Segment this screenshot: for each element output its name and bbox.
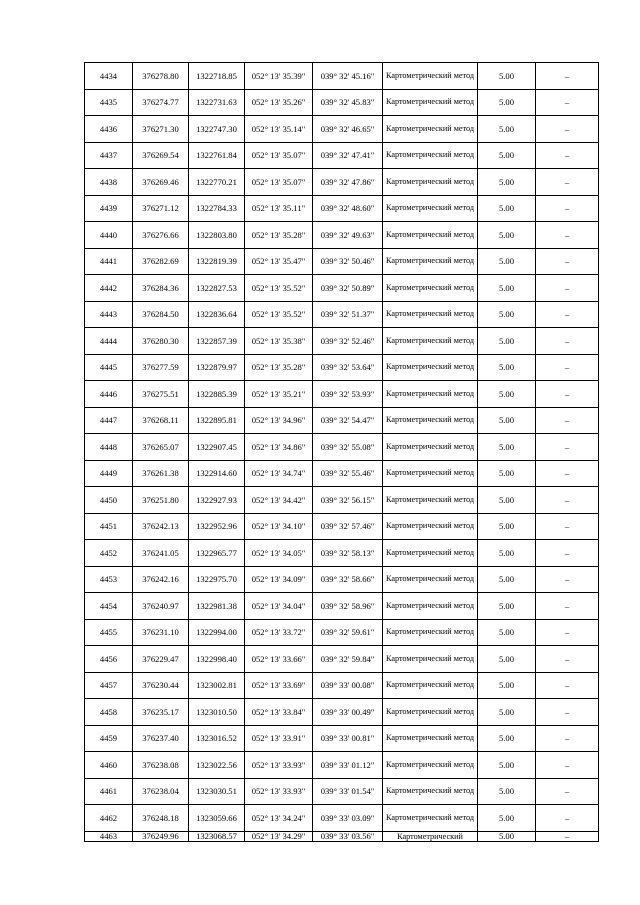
table-row: [85, 434, 599, 461]
point-number-cell: 4452: [85, 540, 133, 567]
precision-cell: 5.00: [478, 195, 536, 222]
y-coordinate-cell: 1323030.51: [189, 778, 245, 805]
table-row: [85, 619, 599, 646]
note-cell: –: [536, 566, 599, 593]
latitude-cell: 052° 13' 33.72": [245, 619, 313, 646]
latitude-cell: 052° 13' 33.84": [245, 699, 313, 726]
note-cell: –: [536, 89, 599, 116]
y-coordinate-cell: 1323068.57: [189, 831, 245, 841]
note-cell: –: [536, 275, 599, 302]
method-cell: Картометрический метод: [383, 195, 478, 222]
note-cell: –: [536, 487, 599, 514]
table-row: [85, 275, 599, 302]
table-row: [85, 593, 599, 620]
precision-cell: 5.00: [478, 381, 536, 408]
document-page: [84, 62, 598, 842]
note-cell: –: [536, 248, 599, 275]
method-cell: Картометрический метод: [383, 699, 478, 726]
latitude-cell: 052° 13' 35.21": [245, 381, 313, 408]
table-row: [85, 513, 599, 540]
method-cell: Картометрический метод: [383, 407, 478, 434]
x-coordinate-cell: 376238.08: [133, 752, 189, 779]
table-row: [85, 460, 599, 487]
table-row: [85, 301, 599, 328]
point-number-cell: 4446: [85, 381, 133, 408]
x-coordinate-cell: 376275.51: [133, 381, 189, 408]
precision-cell: 5.00: [478, 434, 536, 461]
y-coordinate-cell: 1322885.39: [189, 381, 245, 408]
method-cell: Картометрический метод: [383, 248, 478, 275]
precision-cell: 5.00: [478, 301, 536, 328]
x-coordinate-cell: 376242.13: [133, 513, 189, 540]
point-number-cell: 4447: [85, 407, 133, 434]
y-coordinate-cell: 1322761.84: [189, 142, 245, 169]
latitude-cell: 052° 13' 35.07": [245, 169, 313, 196]
method-cell: Картометрический метод: [383, 566, 478, 593]
method-cell: Картометрический метод: [383, 752, 478, 779]
method-cell: Картометрический метод: [383, 434, 478, 461]
note-cell: –: [536, 460, 599, 487]
y-coordinate-cell: 1322718.85: [189, 63, 245, 90]
point-number-cell: 4462: [85, 805, 133, 832]
note-cell: –: [536, 195, 599, 222]
x-coordinate-cell: 376277.59: [133, 354, 189, 381]
x-coordinate-cell: 376284.36: [133, 275, 189, 302]
latitude-cell: 052° 13' 34.09": [245, 566, 313, 593]
point-number-cell: 4444: [85, 328, 133, 355]
note-cell: –: [536, 513, 599, 540]
method-cell: Картометрический метод: [383, 89, 478, 116]
method-cell: Картометрический метод: [383, 328, 478, 355]
precision-cell: 5.00: [478, 699, 536, 726]
longitude-cell: 039° 32' 49.63": [313, 222, 383, 249]
latitude-cell: 052° 13' 35.28": [245, 222, 313, 249]
longitude-cell: 039° 32' 59.61": [313, 619, 383, 646]
method-cell: Картометрический метод: [383, 169, 478, 196]
y-coordinate-cell: 1323022.56: [189, 752, 245, 779]
longitude-cell: 039° 33' 03.56": [313, 831, 383, 841]
precision-cell: 5.00: [478, 725, 536, 752]
y-coordinate-cell: 1323010.50: [189, 699, 245, 726]
longitude-cell: 039° 32' 59.84": [313, 646, 383, 673]
method-cell: Картометрический метод: [383, 593, 478, 620]
method-cell: Картометрический метод: [383, 487, 478, 514]
precision-cell: 5.00: [478, 646, 536, 673]
latitude-cell: 052° 13' 34.74": [245, 460, 313, 487]
y-coordinate-cell: 1323059.66: [189, 805, 245, 832]
method-cell: Картометрический метод: [383, 222, 478, 249]
point-number-cell: 4453: [85, 566, 133, 593]
x-coordinate-cell: 376237.40: [133, 725, 189, 752]
longitude-cell: 039° 32' 45.16": [313, 63, 383, 90]
latitude-cell: 052° 13' 34.96": [245, 407, 313, 434]
y-coordinate-cell: 1322994.00: [189, 619, 245, 646]
y-coordinate-cell: 1322907.45: [189, 434, 245, 461]
precision-cell: 5.00: [478, 142, 536, 169]
longitude-cell: 039° 32' 58.66": [313, 566, 383, 593]
latitude-cell: 052° 13' 35.28": [245, 354, 313, 381]
point-number-cell: 4450: [85, 487, 133, 514]
precision-cell: 5.00: [478, 593, 536, 620]
point-number-cell: 4443: [85, 301, 133, 328]
y-coordinate-cell: 1322747.30: [189, 116, 245, 143]
method-cell: Картометрический метод: [383, 540, 478, 567]
method-cell: Картометрический метод: [383, 142, 478, 169]
precision-cell: 5.00: [478, 672, 536, 699]
point-number-cell: 4445: [85, 354, 133, 381]
point-number-cell: 4455: [85, 619, 133, 646]
y-coordinate-cell: 1322731.63: [189, 89, 245, 116]
x-coordinate-cell: 376274.77: [133, 89, 189, 116]
latitude-cell: 052° 13' 34.42": [245, 487, 313, 514]
table-row: [85, 116, 599, 143]
table-row: [85, 407, 599, 434]
point-number-cell: 4441: [85, 248, 133, 275]
longitude-cell: 039° 33' 01.12": [313, 752, 383, 779]
longitude-cell: 039° 32' 45.83": [313, 89, 383, 116]
longitude-cell: 039° 33' 00.81": [313, 725, 383, 752]
longitude-cell: 039° 32' 58.13": [313, 540, 383, 567]
x-coordinate-cell: 376280.30: [133, 328, 189, 355]
precision-cell: 5.00: [478, 407, 536, 434]
y-coordinate-cell: 1323016.52: [189, 725, 245, 752]
point-number-cell: 4439: [85, 195, 133, 222]
note-cell: –: [536, 593, 599, 620]
table-row: [85, 381, 599, 408]
latitude-cell: 052° 13' 35.38": [245, 328, 313, 355]
note-cell: –: [536, 301, 599, 328]
precision-cell: 5.00: [478, 805, 536, 832]
longitude-cell: 039° 33' 03.09": [313, 805, 383, 832]
x-coordinate-cell: 376269.54: [133, 142, 189, 169]
y-coordinate-cell: 1323002.81: [189, 672, 245, 699]
method-cell: Картометрический метод: [383, 646, 478, 673]
precision-cell: 5.00: [478, 460, 536, 487]
y-coordinate-cell: 1322981.38: [189, 593, 245, 620]
point-number-cell: 4437: [85, 142, 133, 169]
latitude-cell: 052° 13' 35.47": [245, 248, 313, 275]
latitude-cell: 052° 13' 34.10": [245, 513, 313, 540]
x-coordinate-cell: 376248.18: [133, 805, 189, 832]
precision-cell: 5.00: [478, 566, 536, 593]
y-coordinate-cell: 1322998.40: [189, 646, 245, 673]
note-cell: –: [536, 116, 599, 143]
table-row: [85, 566, 599, 593]
longitude-cell: 039° 32' 48.60": [313, 195, 383, 222]
method-cell: Картометрический: [383, 831, 478, 841]
longitude-cell: 039° 32' 56.15": [313, 487, 383, 514]
x-coordinate-cell: 376282.69: [133, 248, 189, 275]
note-cell: –: [536, 407, 599, 434]
x-coordinate-cell: 376276.66: [133, 222, 189, 249]
note-cell: –: [536, 63, 599, 90]
x-coordinate-cell: 376269.46: [133, 169, 189, 196]
method-cell: Картометрический метод: [383, 354, 478, 381]
longitude-cell: 039° 32' 51.37": [313, 301, 383, 328]
x-coordinate-cell: 376268.11: [133, 407, 189, 434]
precision-cell: 5.00: [478, 63, 536, 90]
table-row: [85, 248, 599, 275]
point-number-cell: 4442: [85, 275, 133, 302]
longitude-cell: 039° 32' 46.65": [313, 116, 383, 143]
longitude-cell: 039° 32' 47.41": [313, 142, 383, 169]
note-cell: –: [536, 328, 599, 355]
point-number-cell: 4459: [85, 725, 133, 752]
x-coordinate-cell: 376284.50: [133, 301, 189, 328]
point-number-cell: 4454: [85, 593, 133, 620]
point-number-cell: 4440: [85, 222, 133, 249]
x-coordinate-cell: 376265.07: [133, 434, 189, 461]
y-coordinate-cell: 1322952.96: [189, 513, 245, 540]
longitude-cell: 039° 32' 58.96": [313, 593, 383, 620]
latitude-cell: 052° 13' 34.24": [245, 805, 313, 832]
latitude-cell: 052° 13' 33.69": [245, 672, 313, 699]
method-cell: Картометрический метод: [383, 619, 478, 646]
table-row: [85, 169, 599, 196]
note-cell: –: [536, 672, 599, 699]
table-row: [85, 222, 599, 249]
latitude-cell: 052° 13' 34.86": [245, 434, 313, 461]
point-number-cell: 4460: [85, 752, 133, 779]
latitude-cell: 052° 13' 34.05": [245, 540, 313, 567]
longitude-cell: 039° 32' 57.46": [313, 513, 383, 540]
note-cell: –: [536, 646, 599, 673]
point-number-cell: 4458: [85, 699, 133, 726]
latitude-cell: 052° 13' 33.91": [245, 725, 313, 752]
point-number-cell: 4449: [85, 460, 133, 487]
method-cell: Картометрический метод: [383, 778, 478, 805]
longitude-cell: 039° 32' 55.46": [313, 460, 383, 487]
precision-cell: 5.00: [478, 513, 536, 540]
table-row: [85, 831, 599, 841]
y-coordinate-cell: 1322770.21: [189, 169, 245, 196]
latitude-cell: 052° 13' 35.52": [245, 301, 313, 328]
longitude-cell: 039° 33' 00.08": [313, 672, 383, 699]
point-number-cell: 4463: [85, 831, 133, 841]
table-row: [85, 142, 599, 169]
latitude-cell: 052° 13' 33.93": [245, 778, 313, 805]
table-row: [85, 646, 599, 673]
longitude-cell: 039° 33' 00.49": [313, 699, 383, 726]
y-coordinate-cell: 1322803.80: [189, 222, 245, 249]
method-cell: Картометрический метод: [383, 513, 478, 540]
method-cell: Картометрический метод: [383, 672, 478, 699]
latitude-cell: 052° 13' 35.07": [245, 142, 313, 169]
table-body: [85, 63, 599, 842]
note-cell: –: [536, 142, 599, 169]
table-row: [85, 752, 599, 779]
note-cell: –: [536, 434, 599, 461]
y-coordinate-cell: 1322914.60: [189, 460, 245, 487]
point-number-cell: 4456: [85, 646, 133, 673]
y-coordinate-cell: 1322927.93: [189, 487, 245, 514]
method-cell: Картометрический метод: [383, 381, 478, 408]
table-row: [85, 195, 599, 222]
precision-cell: 5.00: [478, 169, 536, 196]
precision-cell: 5.00: [478, 487, 536, 514]
x-coordinate-cell: 376249.96: [133, 831, 189, 841]
y-coordinate-cell: 1322879.97: [189, 354, 245, 381]
longitude-cell: 039° 33' 01.54": [313, 778, 383, 805]
y-coordinate-cell: 1322836.64: [189, 301, 245, 328]
latitude-cell: 052° 13' 35.14": [245, 116, 313, 143]
x-coordinate-cell: 376238.04: [133, 778, 189, 805]
table-row: [85, 540, 599, 567]
note-cell: –: [536, 752, 599, 779]
x-coordinate-cell: 376241.05: [133, 540, 189, 567]
y-coordinate-cell: 1322965.77: [189, 540, 245, 567]
longitude-cell: 039° 32' 47.86": [313, 169, 383, 196]
point-number-cell: 4435: [85, 89, 133, 116]
note-cell: –: [536, 778, 599, 805]
y-coordinate-cell: 1322784.33: [189, 195, 245, 222]
table-row: [85, 805, 599, 832]
note-cell: –: [536, 699, 599, 726]
latitude-cell: 052° 13' 34.29": [245, 831, 313, 841]
x-coordinate-cell: 376271.12: [133, 195, 189, 222]
precision-cell: 5.00: [478, 89, 536, 116]
note-cell: –: [536, 354, 599, 381]
precision-cell: 5.00: [478, 275, 536, 302]
x-coordinate-cell: 376229.47: [133, 646, 189, 673]
latitude-cell: 052° 13' 34.04": [245, 593, 313, 620]
point-number-cell: 4448: [85, 434, 133, 461]
method-cell: Картометрический метод: [383, 725, 478, 752]
longitude-cell: 039° 32' 54.47": [313, 407, 383, 434]
method-cell: Картометрический метод: [383, 275, 478, 302]
table-row: [85, 725, 599, 752]
point-number-cell: 4438: [85, 169, 133, 196]
latitude-cell: 052° 13' 35.11": [245, 195, 313, 222]
x-coordinate-cell: 376242.16: [133, 566, 189, 593]
x-coordinate-cell: 376271.30: [133, 116, 189, 143]
longitude-cell: 039° 32' 50.46": [313, 248, 383, 275]
note-cell: –: [536, 381, 599, 408]
table-row: [85, 328, 599, 355]
note-cell: –: [536, 169, 599, 196]
table-row: [85, 354, 599, 381]
note-cell: –: [536, 222, 599, 249]
point-number-cell: 4434: [85, 63, 133, 90]
longitude-cell: 039° 32' 52.46": [313, 328, 383, 355]
note-cell: –: [536, 831, 599, 841]
precision-cell: 5.00: [478, 831, 536, 841]
method-cell: Картометрический метод: [383, 460, 478, 487]
x-coordinate-cell: 376278.80: [133, 63, 189, 90]
y-coordinate-cell: 1322827.53: [189, 275, 245, 302]
longitude-cell: 039° 32' 55.08": [313, 434, 383, 461]
method-cell: Картометрический метод: [383, 805, 478, 832]
precision-cell: 5.00: [478, 540, 536, 567]
x-coordinate-cell: 376230.44: [133, 672, 189, 699]
table-row: [85, 487, 599, 514]
table-row: [85, 699, 599, 726]
method-cell: Картометрический метод: [383, 63, 478, 90]
latitude-cell: 052° 13' 35.39": [245, 63, 313, 90]
precision-cell: 5.00: [478, 222, 536, 249]
coordinates-table: [84, 62, 599, 842]
x-coordinate-cell: 376235.17: [133, 699, 189, 726]
y-coordinate-cell: 1322819.39: [189, 248, 245, 275]
precision-cell: 5.00: [478, 328, 536, 355]
y-coordinate-cell: 1322895.81: [189, 407, 245, 434]
x-coordinate-cell: 376231.10: [133, 619, 189, 646]
method-cell: Картометрический метод: [383, 301, 478, 328]
longitude-cell: 039° 32' 53.93": [313, 381, 383, 408]
table-row: [85, 63, 599, 90]
precision-cell: 5.00: [478, 619, 536, 646]
table-row: [85, 778, 599, 805]
note-cell: –: [536, 540, 599, 567]
x-coordinate-cell: 376251.80: [133, 487, 189, 514]
precision-cell: 5.00: [478, 354, 536, 381]
longitude-cell: 039° 32' 50.89": [313, 275, 383, 302]
method-cell: Картометрический метод: [383, 116, 478, 143]
table-row: [85, 672, 599, 699]
latitude-cell: 052° 13' 33.66": [245, 646, 313, 673]
note-cell: –: [536, 805, 599, 832]
point-number-cell: 4451: [85, 513, 133, 540]
table-row: [85, 89, 599, 116]
latitude-cell: 052° 13' 35.26": [245, 89, 313, 116]
precision-cell: 5.00: [478, 778, 536, 805]
point-number-cell: 4457: [85, 672, 133, 699]
y-coordinate-cell: 1322975.70: [189, 566, 245, 593]
precision-cell: 5.00: [478, 248, 536, 275]
point-number-cell: 4436: [85, 116, 133, 143]
x-coordinate-cell: 376261.38: [133, 460, 189, 487]
y-coordinate-cell: 1322857.39: [189, 328, 245, 355]
latitude-cell: 052° 13' 33.93": [245, 752, 313, 779]
point-number-cell: 4461: [85, 778, 133, 805]
longitude-cell: 039° 32' 53.64": [313, 354, 383, 381]
precision-cell: 5.00: [478, 116, 536, 143]
note-cell: –: [536, 725, 599, 752]
x-coordinate-cell: 376240.97: [133, 593, 189, 620]
note-cell: –: [536, 619, 599, 646]
latitude-cell: 052° 13' 35.52": [245, 275, 313, 302]
precision-cell: 5.00: [478, 752, 536, 779]
